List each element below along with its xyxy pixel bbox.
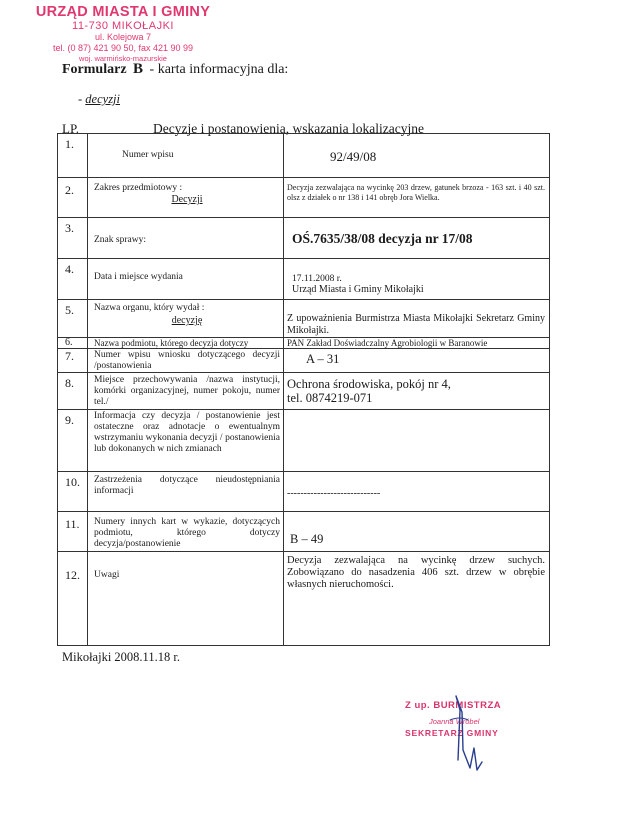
form-letter: B xyxy=(133,61,144,77)
row-number: 8. xyxy=(65,376,74,390)
row-value: ---------------------------- xyxy=(287,488,381,499)
row-number: 7. xyxy=(65,349,74,363)
table-row xyxy=(58,337,549,348)
table-row xyxy=(58,258,549,299)
row-value: OŚ.7635/38/08 decyzja nr 17/08 xyxy=(292,231,473,246)
row-label: Zastrzeżenia dotyczące nieudostępniania informacji xyxy=(94,475,280,496)
form-prefix: Formularz xyxy=(62,62,127,77)
lp-column-header: LP. xyxy=(62,121,79,136)
signature-stamp-authority: Z up. BURMISTRZA xyxy=(405,700,502,711)
row-value: Decyzja zezwalająca na wycinkę 203 drzew, gatunek brzoza - 163 szt. i 40 szt. olsz z działek o nr 138 i 141 obręb Jora Wielka. xyxy=(287,183,545,202)
document-type-label: decyzji xyxy=(85,92,121,106)
signature-stamp-title: SEKRETARZ GMINY xyxy=(405,728,499,738)
stamp-voivodeship: woj. warmińsko-mazurskie xyxy=(79,54,167,63)
row-number: 9. xyxy=(65,413,74,427)
row-label: Numer wpisu xyxy=(122,150,174,160)
row-value: Decyzja zezwalająca na wycinkę drzew suchych. Zobowiązano do nasadzenia 406 szt. drzew w obrębie własnych nieruchomości. xyxy=(287,555,545,590)
row-value: A – 31 xyxy=(306,352,340,366)
place-and-date: Mikołajki 2008.11.18 r. xyxy=(62,650,180,664)
table-row xyxy=(58,134,549,177)
row-value: Ochrona środowiska, pokój nr 4, xyxy=(287,377,451,391)
row-number: 11. xyxy=(65,517,80,531)
row-value: 92/49/08 xyxy=(330,149,377,164)
row-label: Nazwa podmiotu, którego decyzja dotyczy xyxy=(94,338,249,348)
form-title xyxy=(62,61,288,78)
info-table xyxy=(57,133,550,646)
row-label: Uwagi xyxy=(94,570,120,580)
row-number: 4. xyxy=(65,262,74,276)
row-number: 1. xyxy=(65,137,74,151)
row-number: 6. xyxy=(65,337,73,348)
row-number: 12. xyxy=(65,568,80,582)
stamp-street: ul. Kolejowa 7 xyxy=(94,32,152,42)
row-label: Zakres przedmiotowy : xyxy=(94,183,183,193)
document-type-dash: - xyxy=(78,92,83,106)
table-row xyxy=(58,409,549,471)
row-value-secondary: tel. 0874219-071 xyxy=(287,391,373,405)
row-label: Miejsce przechowywania /nazwa instytucji, komórki organizacyjnej, numer pokoju, numer tel./ xyxy=(94,375,280,407)
table-row xyxy=(58,511,549,551)
stamp-postal-code: 11-730 MIKOŁAJKI xyxy=(72,20,174,32)
row-label: Numery innych kart w wykazie, dotyczących podmiotu, którego dotyczy decyzja/postanowienie xyxy=(94,517,280,549)
table-row xyxy=(58,551,549,645)
row-number: 2. xyxy=(65,183,74,197)
office-stamp xyxy=(28,4,218,63)
form-suffix: - karta informacyjna dla: xyxy=(149,62,289,77)
table-row xyxy=(58,217,549,258)
row-label: Nazwa organu, który wydał : xyxy=(94,303,205,313)
row-label-emphasis: decyzję xyxy=(171,315,203,326)
handwritten-signature xyxy=(430,690,500,780)
table-title: Decyzje i postanowienia, wskazania lokalizacyjne xyxy=(153,121,425,136)
row-number: 10. xyxy=(65,475,80,489)
row-number: 3. xyxy=(65,221,74,235)
row-value: PAN Zakład Doświadczalny Agrobiologii w Baranowie xyxy=(287,338,488,348)
row-label-emphasis: Decyzji xyxy=(171,194,203,205)
row-label: Informacja czy decyzja / postanowienie jest ostateczne oraz adnotacje o ewentualnym wstrzymaniu wykonania decyzji / postanowienia lub dokonanych w nich zmianach xyxy=(94,411,280,454)
table-row xyxy=(58,372,549,409)
row-value-secondary: Urząd Miasta i Gminy Mikołajki xyxy=(292,284,424,295)
table-row xyxy=(58,299,549,337)
row-label: Data i miejsce wydania xyxy=(94,272,183,282)
stamp-office-name: URZĄD MIASTA I GMINY xyxy=(35,4,211,20)
table-row xyxy=(58,471,549,511)
stamp-phone: tel. (0 87) 421 90 50, fax 421 90 99 xyxy=(52,43,194,53)
table-row xyxy=(58,348,549,372)
row-value: 17.11.2008 r. xyxy=(292,274,342,284)
signature-stamp-name: Joanna Wróbel xyxy=(429,717,480,726)
row-label: Znak sprawy: xyxy=(94,235,146,245)
row-value: B – 49 xyxy=(290,532,324,546)
row-label: Numer wpisu wniosku dotyczącego decyzji /postanowienia xyxy=(94,350,280,371)
table-row xyxy=(58,177,549,217)
row-value: Z upoważnienia Burmistrza Miasta Mikołajki Sekretarz Gminy Mikołajki. xyxy=(287,313,545,336)
row-number: 5. xyxy=(65,303,74,317)
document-type xyxy=(78,92,120,107)
